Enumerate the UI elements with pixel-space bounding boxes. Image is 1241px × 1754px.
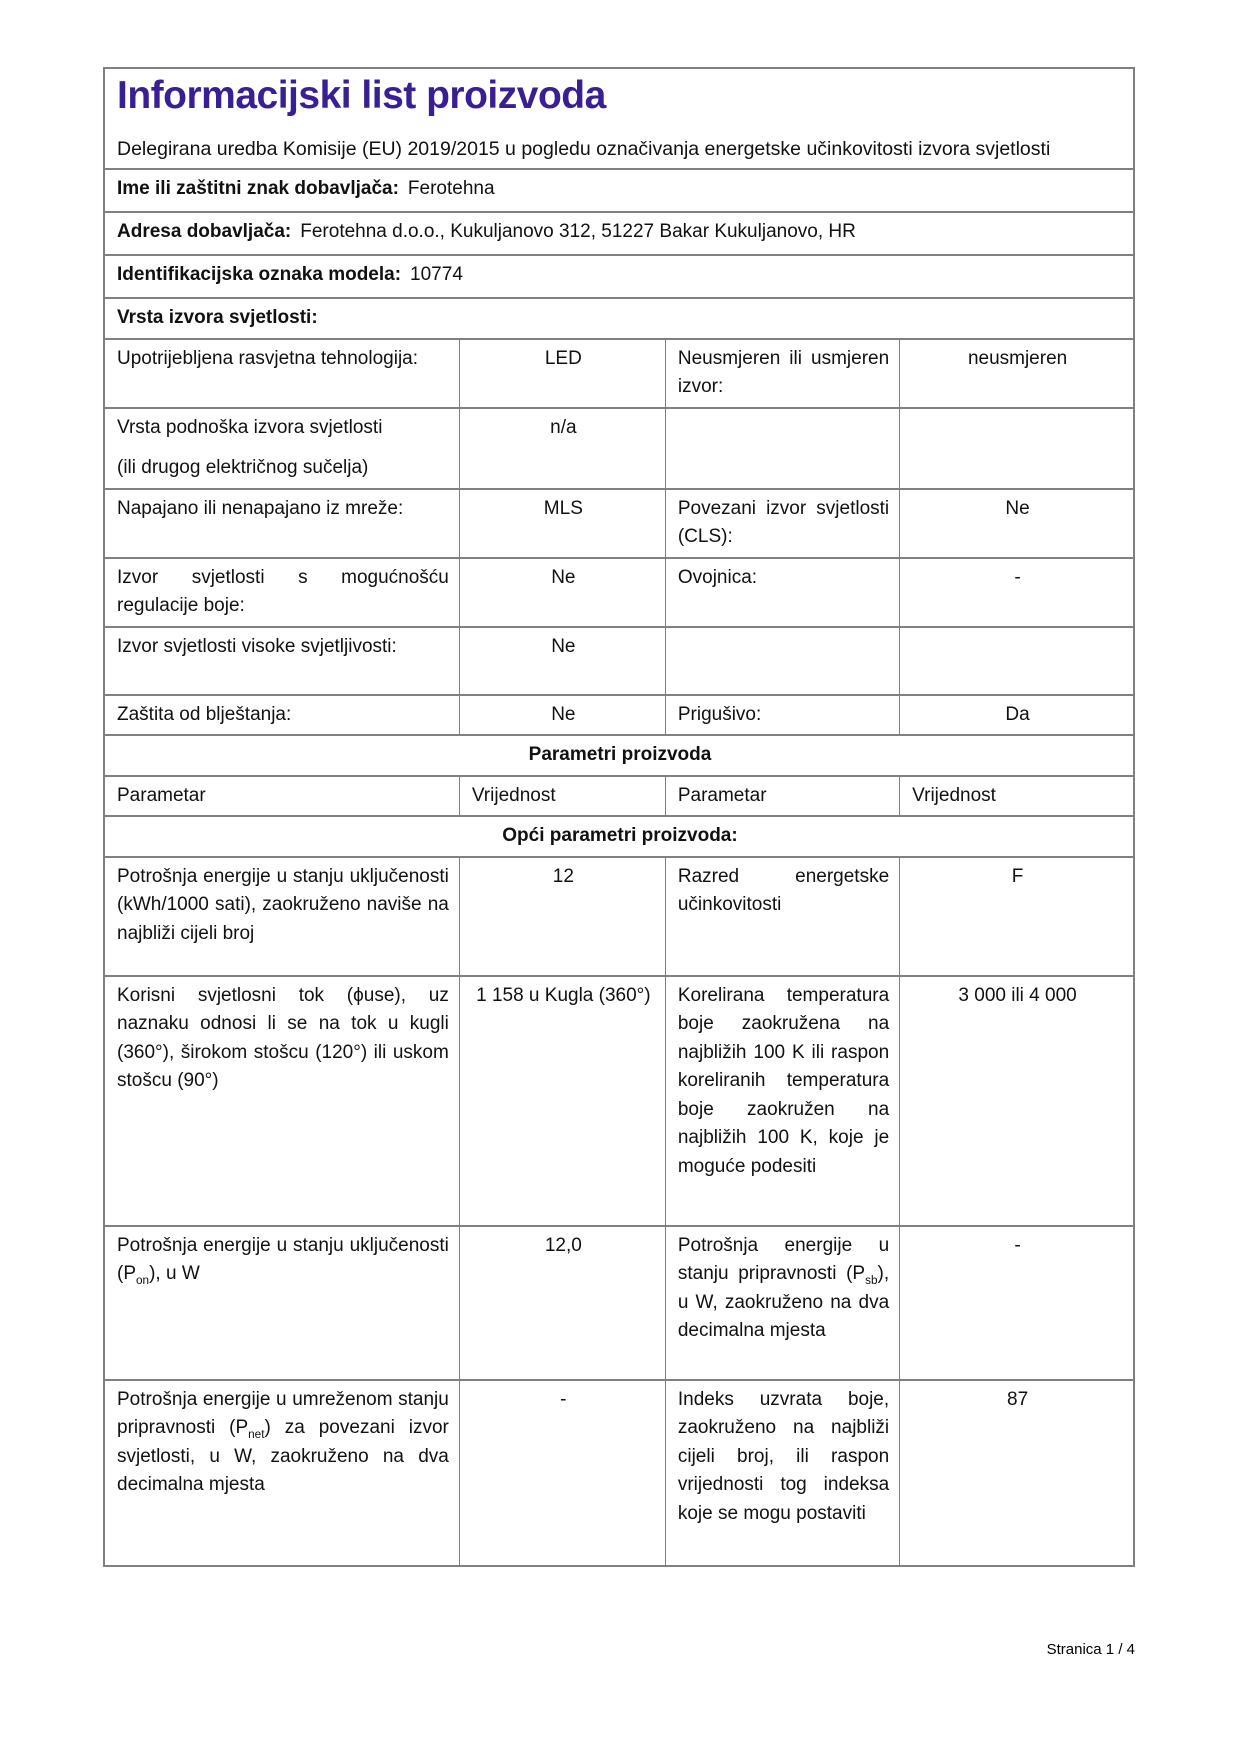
spec-row-glare	[104, 695, 1134, 736]
param-label: Povezani izvor svjetlosti (CLS):	[665, 489, 899, 558]
section-row-product-params	[104, 735, 1134, 776]
light-source-type-row	[104, 298, 1134, 339]
param-header-row	[104, 776, 1134, 817]
column-header-value: Vrijednost	[459, 776, 665, 817]
supplier-name-value: Ferotehna	[407, 178, 495, 200]
model-id-row	[104, 255, 1134, 298]
section-title: Opći parametri proizvoda:	[104, 816, 1134, 857]
param-row-power-on	[104, 1226, 1134, 1380]
page-number: Stranica 1 / 4	[1046, 1641, 1135, 1658]
model-id-value: 10774	[410, 264, 463, 286]
page-title: Informacijski list proizvoda	[117, 74, 606, 117]
spec-row-color-tunable	[104, 558, 1134, 627]
section-title: Parametri proizvoda	[104, 735, 1134, 776]
spec-row-mains	[104, 489, 1134, 558]
param-label: Napajano ili nenapajano iz mreže:	[104, 489, 459, 558]
param-label: Izvor svjetlosti s mogućnošću regulacije boje:	[104, 558, 459, 627]
param-label: Razred energetske učinkovitosti	[665, 857, 899, 976]
param-label-line2: (ili drugog električnog sučelja)	[117, 457, 369, 479]
supplier-address-value: Ferotehna d.o.o., Kukuljanovo 312, 51227 Bakar Kukuljanovo, HR	[300, 221, 856, 243]
param-label: Izvor svjetlosti visoke svjetljivosti:	[104, 627, 459, 695]
param-value: neusmjeren	[900, 339, 1134, 408]
light-source-type-cell	[104, 298, 1134, 339]
param-value	[900, 408, 1134, 489]
param-value: MLS	[459, 489, 665, 558]
param-label: Neusmjeren ili usmjeren izvor:	[665, 339, 899, 408]
param-row-luminous-flux	[104, 976, 1134, 1226]
supplier-address-cell	[104, 212, 1134, 255]
param-value: Ne	[459, 627, 665, 695]
param-value: Ne	[459, 558, 665, 627]
param-label: Potrošnja energije u stanju pripravnosti $(P_{sb})$, u W, zaokruženo na dva decimalna mjesta	[665, 1226, 899, 1380]
param-value: 3 000 ili 4 000	[900, 976, 1134, 1226]
document-content	[103, 67, 1135, 1567]
param-label	[665, 408, 899, 489]
param-value: 12	[459, 857, 665, 976]
param-label: Prigušivo:	[665, 695, 899, 736]
param-value: F	[900, 857, 1134, 976]
param-row-energy-consumption	[104, 857, 1134, 976]
param-value: 87	[900, 1380, 1134, 1566]
param-value: Ne	[459, 695, 665, 736]
param-label-line1: Vrsta podnoška izvora svjetlosti	[117, 416, 383, 438]
model-id-label: Identifikacijska oznaka modela:	[117, 264, 402, 286]
supplier-name-label: Ime ili zaštitni znak dobavljača:	[117, 178, 399, 200]
param-value: -	[900, 558, 1134, 627]
supplier-name-cell	[104, 169, 1134, 212]
column-header-param: Parametar	[665, 776, 899, 817]
param-value: 1 158 u Kugla (360°)	[459, 976, 665, 1226]
param-label: Potrošnja energije u stanju uključenosti $(P_{on})$, u W	[104, 1226, 459, 1380]
light-source-type-label: Vrsta izvora svjetlosti:	[117, 307, 318, 329]
param-value	[900, 627, 1134, 695]
param-label: Potrošnja energije u umreženom stanju pripravnosti $(P_{net})$ za povezani izvor svjetlosti, u W, zaokruženo na dva decimalna mjesta	[104, 1380, 459, 1566]
product-info-table	[103, 67, 1135, 1567]
param-label: Indeks uzvrata boje, zaokruženo na najbliži cijeli broj, ili raspon vrijednosti tog indeksa koje se mogu postaviti	[665, 1380, 899, 1566]
param-label: Korisni svjetlosni tok (ϕuse), uz naznaku odnosi li se na tok u kugli (360°), širokom stošcu (120°) ili uskom stošcu (90°)	[104, 976, 459, 1226]
param-value: Da	[900, 695, 1134, 736]
section-row-general-params	[104, 816, 1134, 857]
param-value: LED	[459, 339, 665, 408]
param-label: Upotrijebljena rasvjetna tehnologija:	[104, 339, 459, 408]
page-subtitle: Delegirana uredba Komisije (EU) 2019/2015 u pogledu označivanja energetske učinkovitosti izvora svjetlosti	[117, 137, 1051, 160]
spec-row-cap-type	[104, 408, 1134, 489]
param-label: Potrošnja energije u stanju uključenosti (kWh/1000 sati), zaokruženo naviše na najbliži cijeli broj	[104, 857, 459, 976]
param-label: Ovojnica:	[665, 558, 899, 627]
column-header-value: Vrijednost	[900, 776, 1134, 817]
supplier-address-label: Adresa dobavljača:	[117, 221, 292, 243]
column-header-param: Parametar	[104, 776, 459, 817]
param-value: Ne	[900, 489, 1134, 558]
param-value: -	[900, 1226, 1134, 1380]
spec-row-technology	[104, 339, 1134, 408]
title-row	[104, 68, 1134, 169]
model-id-cell	[104, 255, 1134, 298]
param-value: -	[459, 1380, 665, 1566]
param-label	[104, 408, 459, 489]
supplier-address-row	[104, 212, 1134, 255]
title-cell	[104, 68, 1134, 169]
spec-row-high-luminance	[104, 627, 1134, 695]
param-label	[665, 627, 899, 695]
param-value: n/a	[459, 408, 665, 489]
param-value: 12,0	[459, 1226, 665, 1380]
param-label: Zaštita od blještanja:	[104, 695, 459, 736]
supplier-name-row	[104, 169, 1134, 212]
param-row-networked-standby	[104, 1380, 1134, 1566]
param-label: Korelirana temperatura boje zaokružena na najbližih 100 K ili raspon koreliranih temperatura boje zaokružen na najbližih 100 K, koje je moguće podesiti	[665, 976, 899, 1226]
